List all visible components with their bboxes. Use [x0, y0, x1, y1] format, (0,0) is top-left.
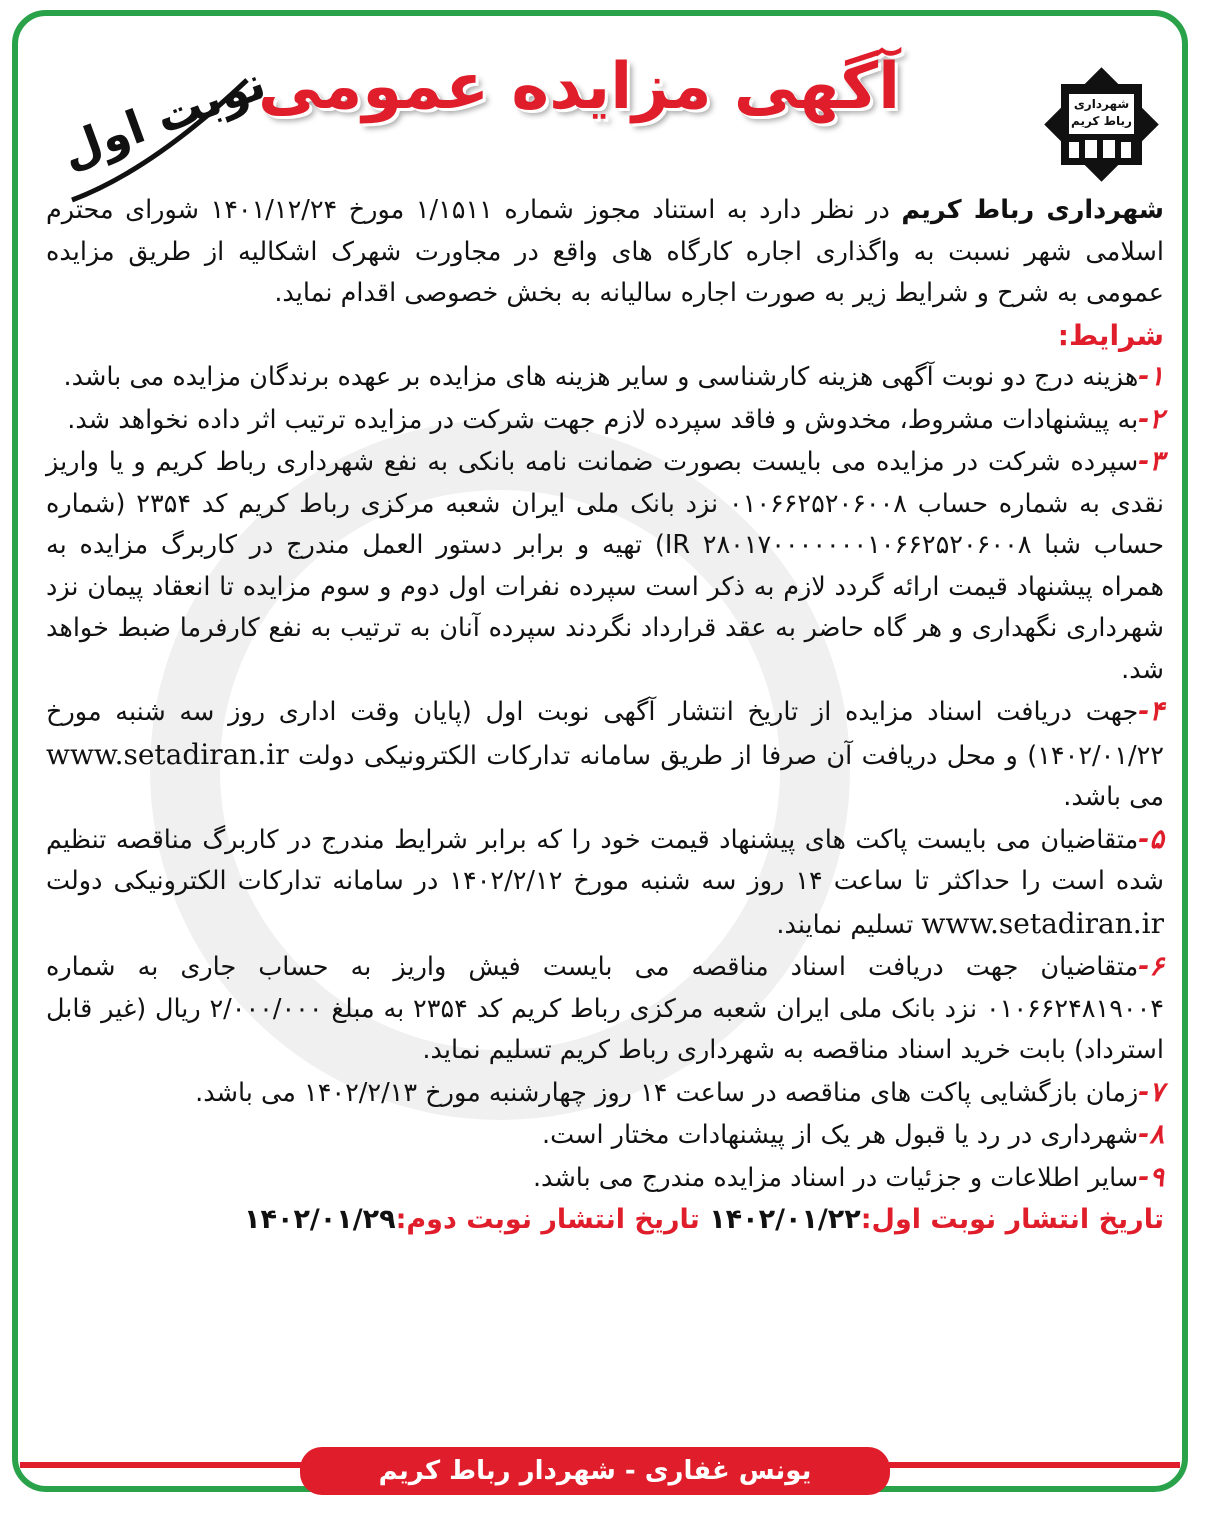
condition-item: ۷-زمان بازگشایی پاکت های مناقصه در ساعت ۱۴ روز چهارشنبه مورخ ۱۴۰۲/۲/۱۳ می باشد. — [195, 1076, 1164, 1108]
header — [20, 20, 1186, 180]
second-publish-label: تاریخ انتشار نوبت دوم: — [395, 1204, 710, 1235]
first-notice-stamp — [32, 55, 273, 210]
publish-dates — [46, 1199, 1164, 1241]
condition-item: ۹-سایر اطلاعات و جزئیات در اسناد مزایده مندرج می باشد. — [532, 1161, 1164, 1193]
stamp-text: نوبت اول — [54, 55, 273, 179]
conditions-heading: شرایط: — [1057, 318, 1164, 352]
announcement-body — [46, 190, 1164, 1241]
condition-item: ۳-سپرده شرکت در مزایده می بایست بصورت ضمانت نامه بانکی به نفع شهرداری رباط کریم و یا واریز نقدی به شماره حساب ۰۱۰۶۶۲۵۲۰۶۰۰۸ نزد بانک ملی ایران شعبه مرکزی رباط کریم کد ۲۳۵۴ (شماره حساب شبا IR ۲۸۰۱۷۰۰۰۰۰۰۰۱۰۶۶۲۵۲۰۶۰۰۸) تهیه و برابر دستور العمل مندرج در کاربرگ مزایده به همراه پیشنهاد قیمت ارائه گردد لازم به ذکر است سپرده نفرات اول دوم و سوم مزایده تا انعقاد پیمان نزد شهرداری نگهداری و هر گاه حاضر به عقد قرارداد نگردند سپرده آنان به ترتیب به نفع کارفرما ضبط خواهد شد. — [46, 446, 1164, 685]
condition-item: ۲-به پیشنهادات مشروط، مخدوش و فاقد سپرده لازم جهت شرکت در مزایده ترتیب اثر داده نخواهد شد. — [67, 403, 1164, 435]
condition-item: ۵-متقاضیان می بایست پاکت های پیشنهاد قیمت خود را که برابر شرایط مندرج در کاربرگ مناقصه تنظیم شده است را حداکثر تا ساعت ۱۴ روز سه شنبه مورخ ۱۴۰۲/۲/۱۲ در سامانه تدارکات الکترونیکی دولت www.setadiran.ir تسلیم نمایند. — [46, 823, 1164, 940]
org-name: شهرداری رباط کریم — [901, 195, 1165, 225]
first-publish-date: ۱۴۰۲/۰۱/۲۲ — [709, 1204, 861, 1235]
municipality-logo — [1039, 62, 1164, 187]
second-publish-date: ۱۴۰۲/۰۱/۲۹ — [244, 1204, 396, 1235]
logo-line2: رباط کریم — [1071, 114, 1132, 128]
condition-item: ۴-جهت دریافت اسناد مزایده از تاریخ انتشار آگهی نوبت اول (پایان وقت اداری روز سه شنبه مورخ ۱۴۰۲/۰۱/۲۲) و محل دریافت آن صرفا از طریق سامانه تدارکات الکترونیکی دولت www.setadiran.ir می باشد. — [46, 696, 1164, 812]
first-publish-label: تاریخ انتشار نوبت اول: — [860, 1204, 1164, 1235]
intro-text: در نظر دارد به استناد مجوز شماره ۱/۱۵۱۱ مورخ ۱۴۰۱/۱۲/۲۴ شورای محترم اسلامی شهر نسبت به واگذاری اجاره کارگاه های واقع در مجاورت شهرک اشکالیه از طریق مزایده عمومی به شرح و شرایط زیر به صورت اجاره سالیانه به بخش خصوصی اقدام نماید. — [46, 195, 1164, 308]
setadiran-link[interactable]: www.setadiran.ir — [921, 906, 1164, 940]
logo-line1: شهرداری — [1073, 97, 1130, 111]
setadiran-link[interactable]: www.setadiran.ir — [46, 737, 289, 771]
signature-bar: یونس غفاری - شهردار رباط کریم — [300, 1447, 890, 1495]
page-title: آگهی مزایده عمومی — [258, 50, 900, 124]
condition-item: ۱-هزینه درج دو نوبت آگهی هزینه کارشناسی و سایر هزینه های مزایده بر عهده برندگان مزایده می باشد. — [63, 361, 1164, 392]
condition-item: ۸-شهرداری در رد یا قبول هر یک از پیشنهادات مختار است. — [541, 1119, 1164, 1150]
condition-item: ۶-متقاضیان جهت دریافت اسناد مناقصه می بایست فیش واریز به حساب جاری به شماره ۰۱۰۶۶۲۴۸۱۹۰۰۴ نزد بانک ملی ایران شعبه مرکزی رباط کریم کد ۲۳۵۴ به مبلغ ۲/۰۰۰/۰۰۰ ریال (غیر قابل استرداد) بابت خرید اسناد مناقصه به شهرداری رباط کریم تسلیم نماید. — [46, 951, 1164, 1065]
intro-paragraph — [46, 190, 1164, 315]
